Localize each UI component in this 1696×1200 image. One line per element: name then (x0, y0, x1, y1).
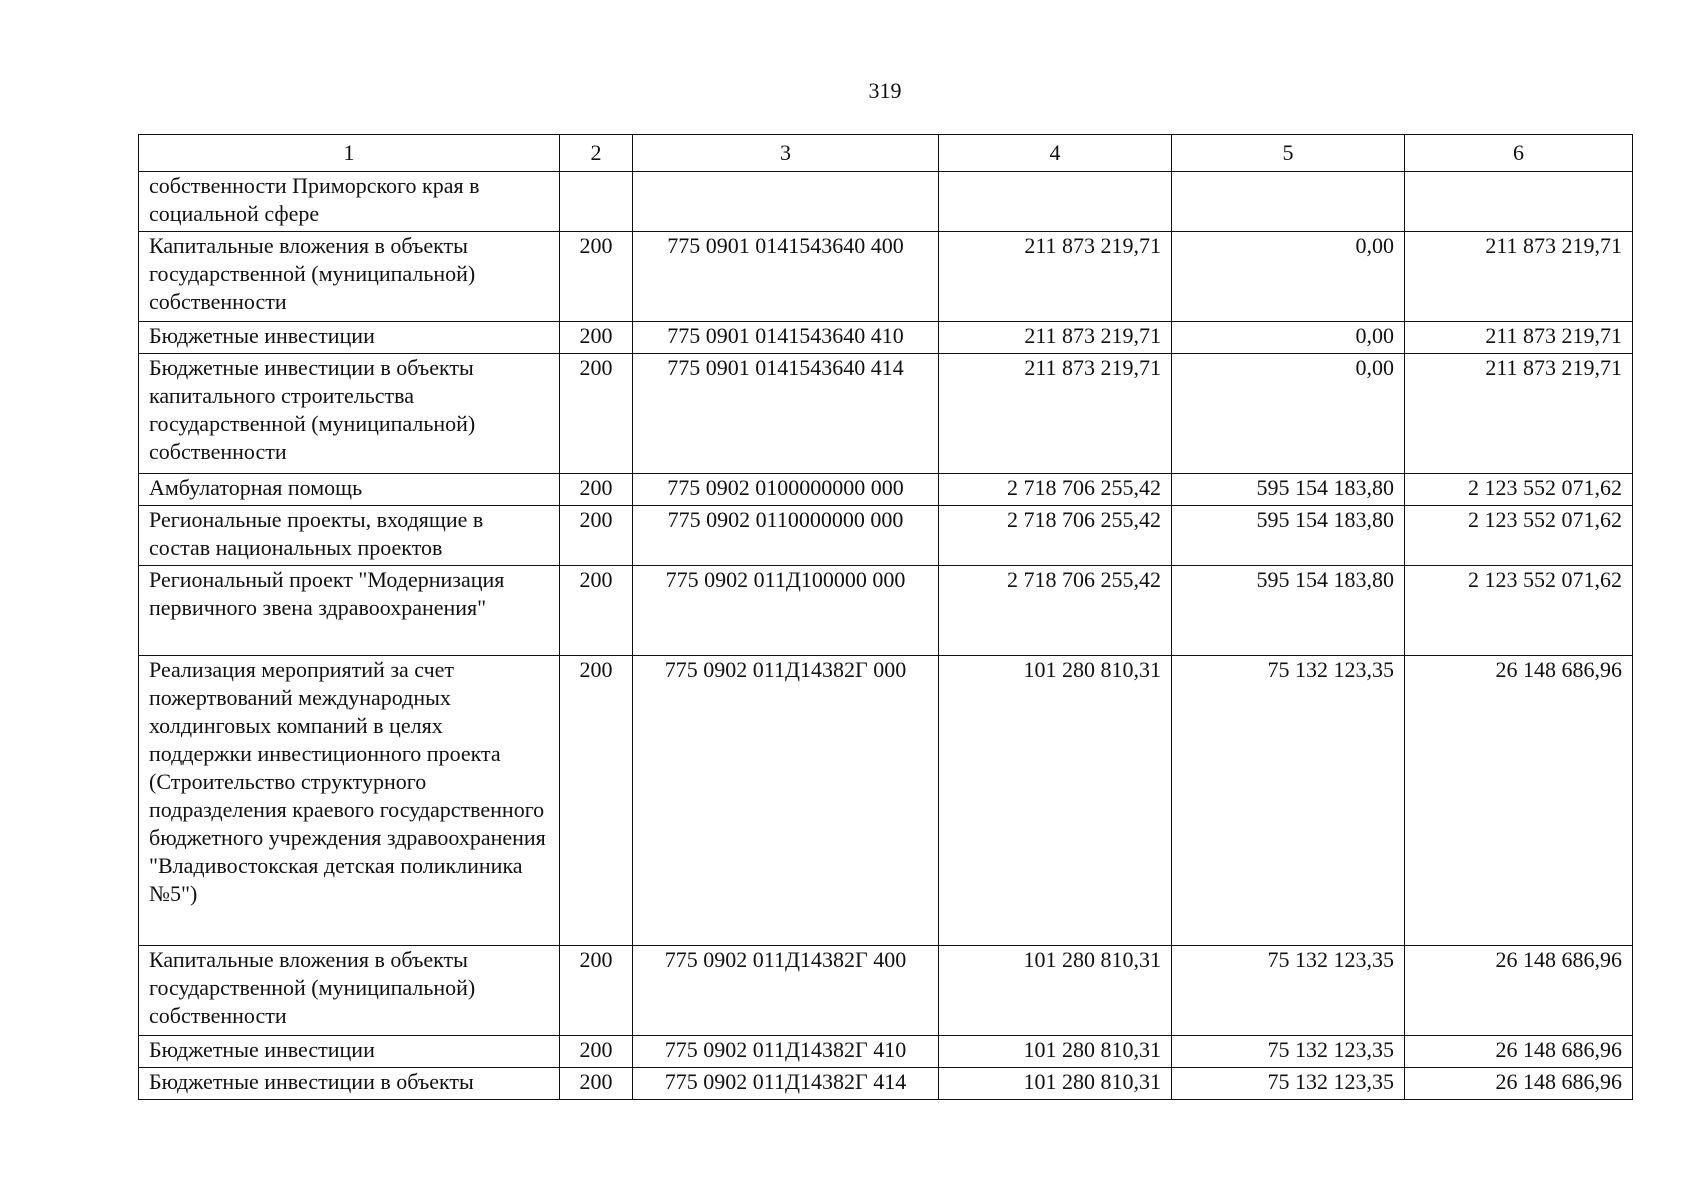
row-value-5: 75 132 123,35 (1172, 946, 1405, 1036)
row-indicator: 200 (560, 474, 633, 506)
row-code: 775 0902 011Д14382Г 414 (633, 1068, 939, 1100)
table-row (139, 474, 1633, 506)
row-indicator: 200 (560, 566, 633, 656)
table-row (139, 172, 1633, 232)
row-value-6: 211 873 219,71 (1405, 354, 1633, 474)
table-row (139, 566, 1633, 656)
row-indicator: 200 (560, 506, 633, 566)
table-row (139, 1068, 1633, 1100)
row-name: Капитальные вложения в объекты государственной (муниципальной) собственности (139, 232, 560, 322)
row-indicator: 200 (560, 946, 633, 1036)
column-header: 4 (939, 135, 1172, 172)
row-code: 775 0902 0110000000 000 (633, 506, 939, 566)
table-row (139, 1036, 1633, 1068)
row-code: 775 0902 011Д14382Г 000 (633, 656, 939, 946)
row-indicator: 200 (560, 656, 633, 946)
table-row (139, 354, 1633, 474)
row-indicator: 200 (560, 1036, 633, 1068)
row-name: Бюджетные инвестиции (139, 322, 560, 354)
row-code: 775 0902 0100000000 000 (633, 474, 939, 506)
column-header: 1 (139, 135, 560, 172)
row-name: Реализация мероприятий за счет пожертвований международных холдинговых компаний в целях поддержки инвестиционного проекта (Строительство структурного подразделения краевого государственного бюджетного учреждения здравоохранения "Владивостокская детская поликлиника №5") (139, 656, 560, 946)
table-row (139, 656, 1633, 946)
row-value-4: 2 718 706 255,42 (939, 474, 1172, 506)
row-code (633, 172, 939, 232)
row-value-6: 26 148 686,96 (1405, 656, 1633, 946)
row-code: 775 0902 011Д14382Г 400 (633, 946, 939, 1036)
row-value-5: 0,00 (1172, 354, 1405, 474)
row-value-6: 26 148 686,96 (1405, 946, 1633, 1036)
row-value-4: 101 280 810,31 (939, 656, 1172, 946)
table-row (139, 946, 1633, 1036)
header-row (139, 135, 1633, 172)
table-row (139, 232, 1633, 322)
row-value-6: 211 873 219,71 (1405, 232, 1633, 322)
row-name: Региональные проекты, входящие в состав национальных проектов (139, 506, 560, 566)
row-value-5: 595 154 183,80 (1172, 506, 1405, 566)
table-row (139, 506, 1633, 566)
row-value-5: 75 132 123,35 (1172, 1036, 1405, 1068)
row-indicator (560, 172, 633, 232)
row-value-5: 75 132 123,35 (1172, 656, 1405, 946)
row-value-4: 2 718 706 255,42 (939, 506, 1172, 566)
row-indicator: 200 (560, 354, 633, 474)
row-value-5: 0,00 (1172, 232, 1405, 322)
page-number: 319 (868, 78, 902, 103)
row-value-5: 75 132 123,35 (1172, 1068, 1405, 1100)
row-name: Амбулаторная помощь (139, 474, 560, 506)
row-value-6: 211 873 219,71 (1405, 322, 1633, 354)
row-value-4: 2 718 706 255,42 (939, 566, 1172, 656)
row-code: 775 0901 0141543640 400 (633, 232, 939, 322)
row-value-6: 2 123 552 071,62 (1405, 506, 1633, 566)
row-value-4 (939, 172, 1172, 232)
row-code: 775 0901 0141543640 414 (633, 354, 939, 474)
row-value-6: 26 148 686,96 (1405, 1068, 1633, 1100)
row-value-4: 211 873 219,71 (939, 232, 1172, 322)
row-value-6: 26 148 686,96 (1405, 1036, 1633, 1068)
row-value-4: 101 280 810,31 (939, 946, 1172, 1036)
row-name: Региональный проект "Модернизация первичного звена здравоохранения" (139, 566, 560, 656)
row-value-4: 101 280 810,31 (939, 1068, 1172, 1100)
column-header: 2 (560, 135, 633, 172)
row-name: Капитальные вложения в объекты государственной (муниципальной) собственности (139, 946, 560, 1036)
row-indicator: 200 (560, 1068, 633, 1100)
row-value-4: 211 873 219,71 (939, 354, 1172, 474)
table-row (139, 322, 1633, 354)
row-name: Бюджетные инвестиции в объекты (139, 1068, 560, 1100)
row-value-5 (1172, 172, 1405, 232)
column-header: 6 (1405, 135, 1633, 172)
row-name: собственности Приморского края в социальной сфере (139, 172, 560, 232)
column-header: 3 (633, 135, 939, 172)
row-value-4: 211 873 219,71 (939, 322, 1172, 354)
budget-table (138, 134, 1633, 1100)
row-value-6 (1405, 172, 1633, 232)
row-name: Бюджетные инвестиции в объекты капитального строительства государственной (муниципальной) собственности (139, 354, 560, 474)
row-value-4: 101 280 810,31 (939, 1036, 1172, 1068)
row-name: Бюджетные инвестиции (139, 1036, 560, 1068)
column-header: 5 (1172, 135, 1405, 172)
row-value-5: 0,00 (1172, 322, 1405, 354)
row-code: 775 0901 0141543640 410 (633, 322, 939, 354)
row-value-5: 595 154 183,80 (1172, 474, 1405, 506)
row-value-6: 2 123 552 071,62 (1405, 474, 1633, 506)
row-indicator: 200 (560, 322, 633, 354)
row-value-6: 2 123 552 071,62 (1405, 566, 1633, 656)
row-code: 775 0902 011Д100000 000 (633, 566, 939, 656)
row-code: 775 0902 011Д14382Г 410 (633, 1036, 939, 1068)
row-value-5: 595 154 183,80 (1172, 566, 1405, 656)
row-indicator: 200 (560, 232, 633, 322)
